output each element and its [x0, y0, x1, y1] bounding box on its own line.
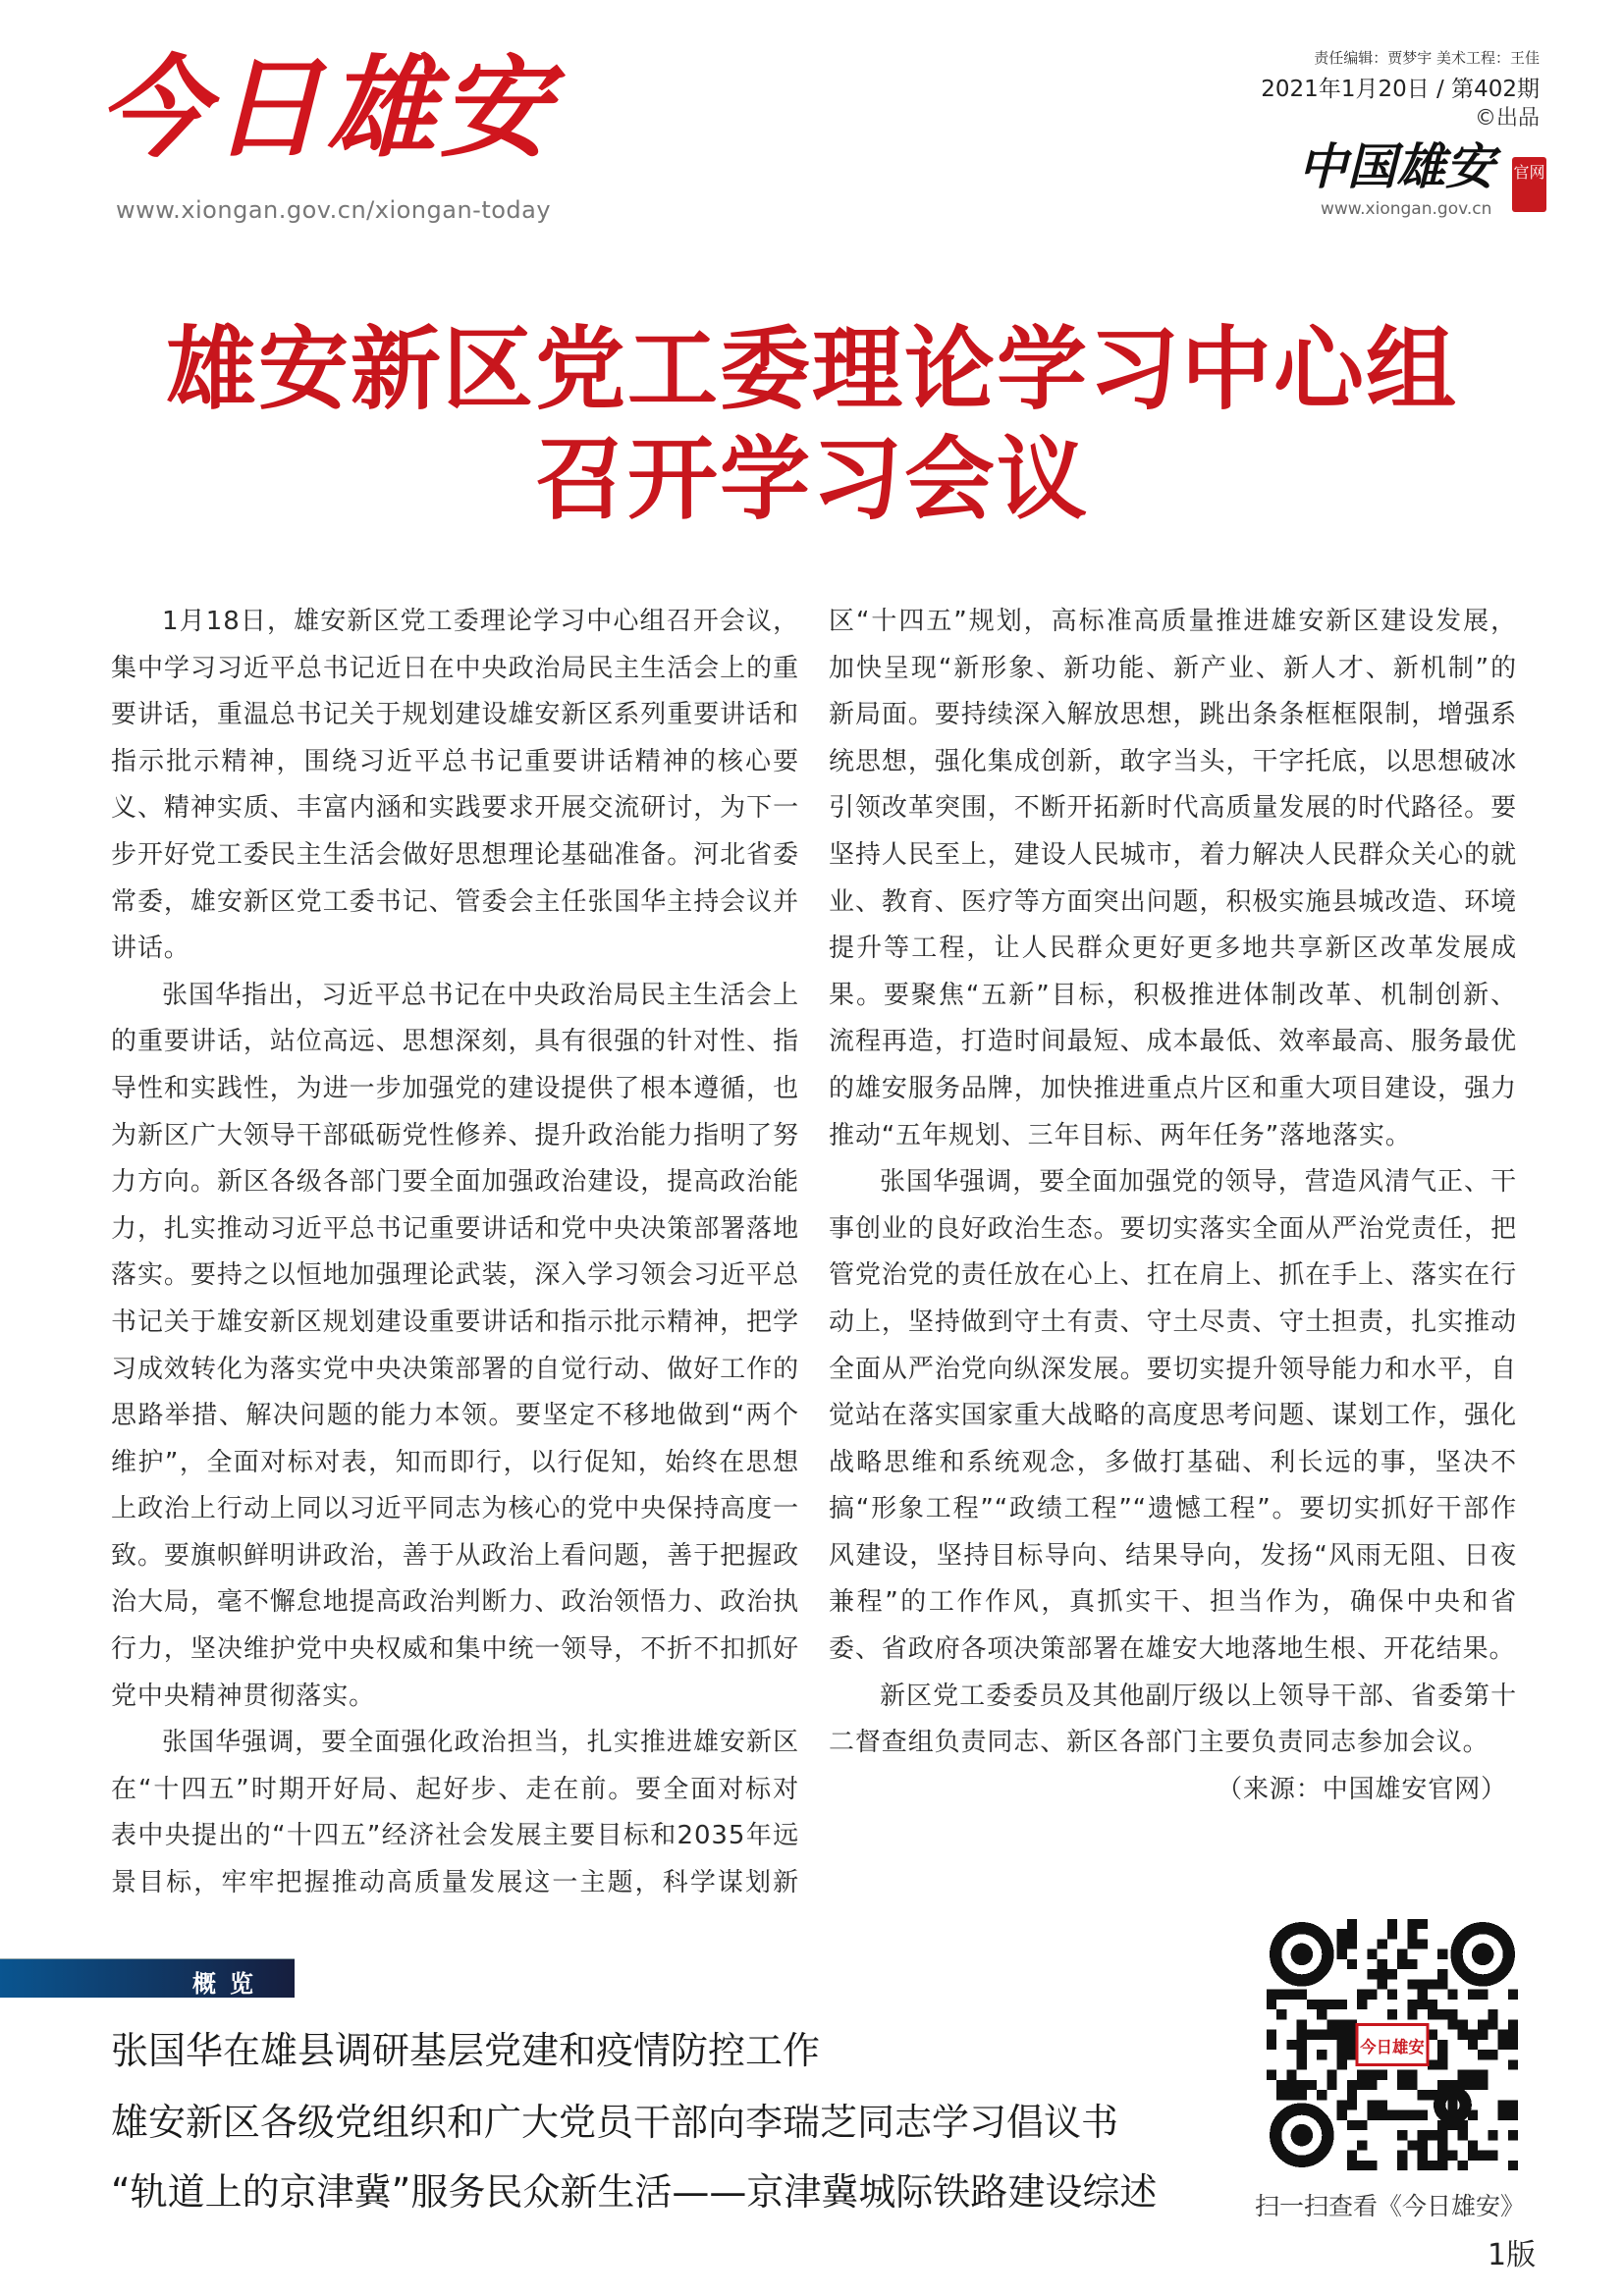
- qr-module: [1337, 1929, 1347, 1939]
- issue-date: 2021年1月20日 / 第402期: [1261, 77, 1540, 102]
- qr-module: [1488, 2130, 1497, 2140]
- qr-module: [1468, 2040, 1478, 2050]
- qr-module: [1297, 2050, 1307, 2059]
- qr-module: [1267, 2040, 1276, 2050]
- qr-module: [1437, 2140, 1447, 2150]
- qr-module: [1437, 2050, 1447, 2059]
- overview-headline-link[interactable]: 张国华在雄县调研基层党建和疫情防控工作: [111, 2029, 821, 2072]
- qr-module: [1357, 2120, 1367, 2130]
- qr-module: [1367, 1969, 1377, 1979]
- qr-module: [1286, 2080, 1296, 2090]
- article-body: [111, 599, 1517, 1909]
- qr-module: [1326, 2019, 1336, 2029]
- official-site-seal: 官网: [1512, 157, 1546, 212]
- qr-module: [1286, 2090, 1296, 2100]
- qr-module: [1286, 2040, 1296, 2050]
- qr-module: [1488, 2019, 1497, 2029]
- qr-module: [1317, 2009, 1326, 2019]
- brand-logo: 中国雄安: [1298, 137, 1494, 195]
- qr-module: [1297, 1990, 1307, 2000]
- qr-module: [1347, 2090, 1357, 2100]
- qr-code[interactable]: [1267, 1919, 1518, 2170]
- qr-module: [1437, 2151, 1447, 2161]
- qr-module: [1317, 2030, 1326, 2040]
- qr-module: [1418, 2140, 1428, 2150]
- qr-module: [1337, 2030, 1347, 2040]
- qr-module: [1418, 2000, 1428, 2009]
- qr-module: [1387, 1990, 1397, 2000]
- qr-module: [1508, 2130, 1518, 2140]
- qr-module: [1437, 2009, 1447, 2019]
- qr-module: [1357, 2000, 1367, 2009]
- qr-module: [1508, 2110, 1518, 2120]
- qr-module: [1367, 2100, 1377, 2109]
- qr-module: [1357, 2140, 1367, 2150]
- qr-module: [1407, 2070, 1417, 2080]
- qr-module: [1297, 2059, 1307, 2069]
- qr-module: [1347, 2161, 1357, 2170]
- qr-module: [1307, 2000, 1317, 2009]
- qr-module: [1347, 2120, 1357, 2130]
- qr-module: [1337, 1949, 1347, 1959]
- qr-module: [1307, 2030, 1317, 2040]
- qr-module: [1428, 2161, 1437, 2170]
- qr-module: [1498, 2040, 1508, 2050]
- article-paragraph: 新区党工委委员及其他副厅级以上领导干部、省委第十二督查组负责同志、新区各部门主要负责同志参加会议。: [829, 1681, 1517, 1758]
- qr-module: [1297, 2030, 1307, 2040]
- qr-module: [1418, 2090, 1428, 2100]
- qr-module: [1437, 1969, 1447, 1979]
- editors-credit: 责任编辑：贾梦宇 美术工程：王佳: [1314, 49, 1540, 67]
- qr-module: [1447, 1990, 1457, 2000]
- qr-module: [1407, 2080, 1417, 2090]
- qr-module: [1468, 2070, 1478, 2080]
- qr-module: [1418, 1990, 1428, 2000]
- qr-module: [1488, 2151, 1497, 2161]
- qr-module: [1297, 2019, 1307, 2029]
- qr-module: [1357, 2070, 1367, 2080]
- qr-module: [1357, 2161, 1367, 2170]
- qr-module: [1347, 1919, 1357, 1929]
- qr-module: [1498, 2110, 1508, 2120]
- qr-module: [1378, 2100, 1387, 2109]
- qr-module: [1458, 2130, 1468, 2140]
- overview-headline-link[interactable]: “轨道上的京津冀”服务民众新生活——京津冀城际铁路建设综述: [111, 2170, 1158, 2214]
- qr-module: [1508, 2161, 1518, 2170]
- qr-module: [1317, 2050, 1326, 2059]
- qr-module: [1458, 2161, 1468, 2170]
- overview-band: [0, 1958, 295, 1998]
- qr-module: [1378, 2110, 1387, 2120]
- produced-by: ©出品: [1474, 106, 1540, 131]
- qr-module: [1508, 2019, 1518, 2029]
- article-paragraph: 1月18日，雄安新区党工委理论学习中心组召开会议，集中学习习近平总书记近日在中央政治局民主生活会上的重要讲话，重温总书记关于规划建设雄安新区系列重要讲话和指示批示精神，围绕习近平总书记重要讲话精神的核心要义、精神实质、丰富内涵和实践要求开展交流研讨，为下一步开好党工委民主生活会做好思想理论基础准备。河北省委常委，雄安新区党工委书记、管委会主任张国华主持会议并讲话。: [111, 607, 799, 964]
- qr-module: [1397, 1949, 1407, 1959]
- qr-module: [1297, 2090, 1307, 2100]
- masthead-logo: 今日雄安: [98, 44, 554, 173]
- qr-module: [1458, 2030, 1468, 2040]
- qr-module: [1508, 1990, 1518, 2000]
- qr-module: [1397, 2161, 1407, 2170]
- qr-module: [1307, 2080, 1317, 2090]
- qr-module: [1418, 2151, 1428, 2161]
- qr-module: [1508, 2030, 1518, 2040]
- qr-module: [1447, 2100, 1457, 2109]
- qr-module: [1437, 1979, 1447, 1989]
- qr-module: [1317, 2000, 1326, 2009]
- qr-module: [1276, 2009, 1286, 2019]
- qr-module: [1428, 2130, 1437, 2140]
- qr-module: [1418, 2161, 1428, 2170]
- qr-module: [1267, 1990, 1276, 2000]
- qr-module: [1447, 2019, 1457, 2029]
- qr-module: [1437, 2040, 1447, 2050]
- qr-module: [1407, 2110, 1417, 2120]
- qr-module: [1447, 2151, 1457, 2161]
- qr-module: [1397, 1959, 1407, 1969]
- qr-module: [1286, 2070, 1296, 2080]
- qr-module: [1347, 2151, 1357, 2161]
- qr-module: [1337, 2100, 1347, 2109]
- qr-center-logo: 今日雄安: [1360, 2038, 1425, 2057]
- qr-module: [1407, 1979, 1417, 1989]
- qr-module: [1276, 2080, 1286, 2090]
- qr-module: [1488, 2050, 1497, 2059]
- qr-module: [1498, 2100, 1508, 2109]
- qr-module: [1367, 1949, 1377, 1959]
- qr-module: [1337, 2110, 1347, 2120]
- qr-module: [1508, 2100, 1518, 2109]
- qr-module: [1407, 1959, 1417, 1969]
- qr-module: [1397, 2151, 1407, 2161]
- qr-module: [1418, 2110, 1428, 2120]
- qr-module: [1407, 1939, 1417, 1949]
- qr-caption: 扫一扫查看《今日雄安》: [1255, 2192, 1526, 2220]
- qr-module: [1347, 1929, 1357, 1939]
- qr-module: [1437, 2059, 1447, 2069]
- qr-module: [1437, 2161, 1447, 2170]
- qr-module: [1297, 2040, 1307, 2050]
- qr-module: [1478, 2050, 1488, 2059]
- qr-module: [1508, 2059, 1518, 2069]
- qr-module: [1397, 2080, 1407, 2090]
- page-number: 1版: [1488, 2238, 1537, 2272]
- headline-line-1: 雄安新区党工委理论学习中心组: [165, 316, 1458, 422]
- qr-module: [1478, 2151, 1488, 2161]
- brand-url-link[interactable]: www.xiongan.gov.cn: [1321, 199, 1492, 219]
- qr-module: [1498, 2030, 1508, 2040]
- overview-headline-link[interactable]: 雄安新区各级党组织和广大党员干部向李瑞芝同志学习倡议书: [111, 2101, 1119, 2144]
- qr-module: [1337, 2019, 1347, 2029]
- qr-module: [1378, 1939, 1387, 1949]
- qr-module: [1407, 2140, 1417, 2150]
- qr-module: [1407, 2009, 1417, 2019]
- qr-module: [1478, 2070, 1488, 2080]
- qr-module: [1267, 2030, 1276, 2040]
- qr-module: [1367, 2080, 1377, 2090]
- qr-module: [1468, 2151, 1478, 2161]
- qr-module: [1337, 2059, 1347, 2069]
- qr-module: [1468, 2140, 1478, 2150]
- qr-module: [1478, 2019, 1488, 2029]
- qr-module: [1337, 2040, 1347, 2050]
- qr-module: [1326, 2080, 1336, 2090]
- qr-module: [1378, 1969, 1387, 1979]
- masthead-url-link[interactable]: www.xiongan.gov.cn/xiongan-today: [116, 196, 552, 224]
- qr-module: [1397, 2110, 1407, 2120]
- qr-module: [1276, 1990, 1286, 2000]
- qr-module: [1437, 1949, 1447, 1959]
- qr-module: [1337, 2000, 1347, 2009]
- qr-module: [1468, 1990, 1478, 2000]
- qr-module: [1428, 1979, 1437, 1989]
- qr-module: [1458, 2019, 1468, 2029]
- article-paragraph: 张国华强调，要全面加强党的领导，营造风清气正、干事创业的良好政治生态。要切实落实全面从严治党责任，把管党治党的责任放在心上、扛在肩上、抓在手上、落实在行动上，坚持做到守土有责、守土尽责、守土担责，扎实推动全面从严治党向纵深发展。要切实提升领导能力和水平，自觉站在落实国家重大战略的高度思考问题、谋划工作，强化战略思维和系统观念，多做打基础、利长远的事，坚决不搞“形象工程”“政绩工程”“遗憾工程”。要切实抓好干部作风建设，坚持目标导向、结果导向，发扬“风雨无阻、日夜兼程”的工作作风，真抓实干、担当作为，确保中央和省委、省政府各项决策部署在雄安大地落地生根、开花结果。: [829, 1167, 1517, 1665]
- qr-module: [1397, 2070, 1407, 2080]
- qr-module: [1407, 2000, 1417, 2009]
- qr-module: [1347, 1939, 1357, 1949]
- qr-module: [1508, 2040, 1518, 2050]
- qr-module: [1397, 2130, 1407, 2140]
- qr-module: [1378, 1959, 1387, 1969]
- headline-line-2: 召开学习会议: [534, 426, 1089, 532]
- qr-module: [1317, 2090, 1326, 2100]
- qr-module: [1337, 1939, 1347, 1949]
- article-source: （来源：中国雄安官网）: [1217, 1774, 1507, 1804]
- qr-module: [1478, 2030, 1488, 2040]
- qr-module: [1347, 2100, 1357, 2109]
- qr-module: [1378, 1979, 1387, 1989]
- article-paragraph: 张国华强调，要全面强化政治担当，扎实推进雄安新区在“十四五”时期开好局、起好步、走在前。要全面对标对表中央提出的“十四五”经济社会发展主要目标和2035年远景目标，牢牢把握推动高质量发展这一主题，科学谋划新区“十四五”规划，高标准高质量推进雄安新区建设发展，加快呈现“新形象、新功能、新产业、新人才、新机制”的新局面。要持续深入解放思想，跳出条条框框限制，增强系统思想，强化集成创新，敢字当头，干字托底，以思想破冰引领改革突围，不断开拓新时代高质量发展的时代路径。要坚持人民至上，建设人民城市，着力解决人民群众关心的就业、教育、医疗等方面突出问题，积极实施县城改造、环境提升等工程，让人民群众更好更多地共享新区改革发展成果。要聚焦“五新”目标，积极推进体制改革、机制创新、流程再造，打造时间最短、成本最低、效率最高、服务最优的雄安服务品牌，加快推进重点片区和重大项目建设，强力推动“五年规划、三年目标、两年任务”落地落实。: [111, 607, 1517, 1898]
- qr-module: [1367, 1990, 1377, 2000]
- qr-module: [1488, 2009, 1497, 2019]
- qr-module: [1378, 2070, 1387, 2080]
- qr-module: [1407, 1929, 1417, 1939]
- qr-module: [1418, 1979, 1428, 1989]
- qr-module: [1337, 2050, 1347, 2059]
- qr-module: [1286, 1990, 1296, 2000]
- qr-module: [1326, 2070, 1336, 2080]
- qr-module: [1387, 1969, 1397, 1979]
- qr-module: [1458, 2070, 1468, 2080]
- qr-module: [1276, 2090, 1286, 2100]
- qr-module: [1418, 1919, 1428, 1929]
- qr-module: [1367, 2161, 1377, 2170]
- qr-module: [1428, 2000, 1437, 2009]
- qr-module: [1387, 1929, 1397, 1939]
- qr-module: [1418, 2130, 1428, 2140]
- qr-module: [1347, 2080, 1357, 2090]
- qr-module: [1428, 2009, 1437, 2019]
- qr-module: [1387, 1919, 1397, 1929]
- overview-label: 概览: [192, 1970, 267, 1998]
- qr-module: [1367, 2070, 1377, 2080]
- qr-module: [1387, 2009, 1397, 2019]
- qr-module: [1447, 2009, 1457, 2019]
- qr-module: [1347, 1959, 1357, 1969]
- qr-module: [1437, 2130, 1447, 2140]
- article-paragraph: 张国华指出，习近平总书记在中央政治局民主生活会上的重要讲话，站位高远、思想深刻，具有很强的针对性、指导性和实践性，为进一步加强党的建设提供了根本遵循，也为新区广大领导干部砥砺党性修养、提升政治能力指明了努力方向。新区各级各部门要全面加强政治建设，提高政治能力，扎实推动习近平总书记重要讲话和党中央决策部署落地落实。要持之以恒地加强理论武装，深入学习领会习近平总书记关于雄安新区规划建设重要讲话和指示批示精神，把学习成效转化为落实党中央决策部署的自觉行动、做好工作的思路举措、解决问题的能力本领。要坚定不移地做到“两个维护”，全面对标对表，知而即行，以行促知，始终在思想上政治上行动上同以习近平同志为核心的党中央保持高度一致。要旗帜鲜明讲政治，善于从政治上看问题，善于把握政治大局，毫不懈怠地提高政治判断力、政治领悟力、政治执行力，坚决维护党中央权威和集中统一领导，不折不扣抓好党中央精神贯彻落实。: [111, 980, 799, 1711]
- qr-module: [1267, 2000, 1276, 2009]
- qr-module: [1468, 2030, 1478, 2040]
- qr-module: [1297, 2080, 1307, 2090]
- qr-module: [1326, 2000, 1336, 2009]
- qr-module: [1418, 1939, 1428, 1949]
- qr-module: [1407, 1919, 1417, 1929]
- qr-module: [1387, 2110, 1397, 2120]
- qr-module: [1478, 1990, 1488, 2000]
- qr-module: [1326, 2030, 1336, 2040]
- qr-module: [1357, 1990, 1367, 2000]
- qr-module: [1468, 2080, 1478, 2090]
- qr-module: [1357, 2080, 1367, 2090]
- qr-module: [1478, 2080, 1488, 2090]
- qr-module: [1267, 2070, 1276, 2080]
- qr-module: [1367, 2110, 1377, 2120]
